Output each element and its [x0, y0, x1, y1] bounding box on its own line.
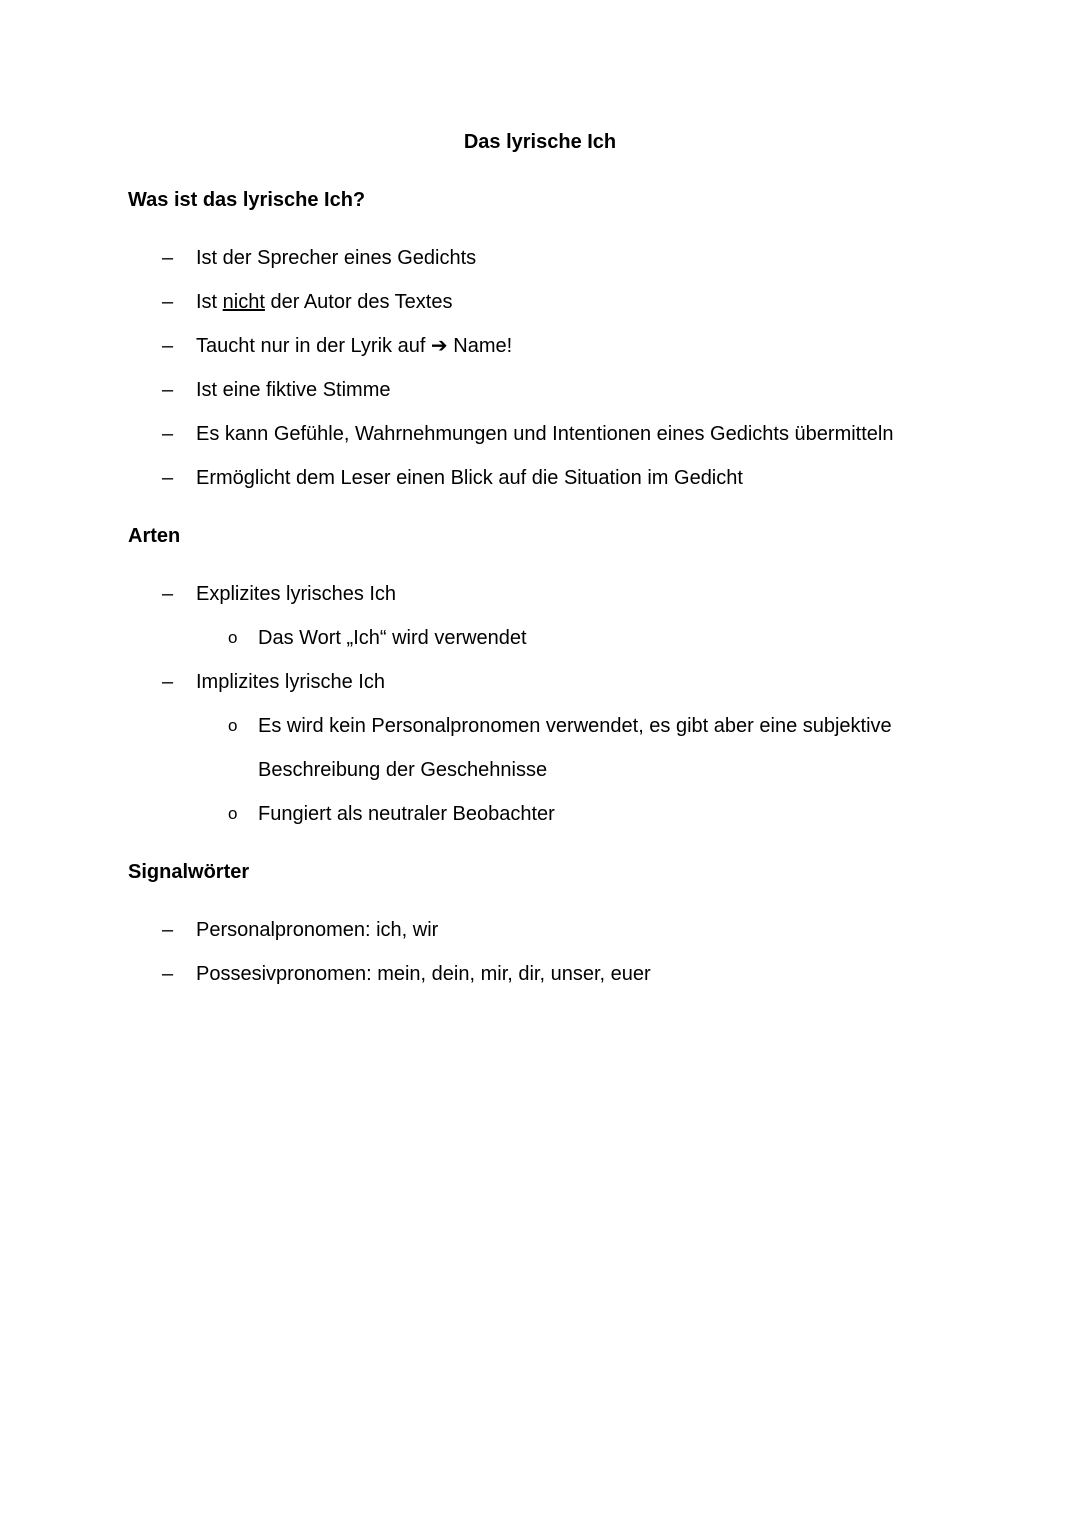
circle-bullet: o: [228, 716, 238, 735]
sub-list-item-text: Es wird kein Personalpronomen verwendet, es gibt aber eine subjektive Beschreibung der Geschehnisse: [258, 715, 892, 781]
list-item-text: Ist der Sprecher eines Gedichts: [196, 247, 477, 269]
dash-bullet: –: [162, 291, 174, 313]
list-item: [128, 368, 952, 412]
dash-bullet: –: [162, 671, 174, 693]
sub-list-item: [128, 616, 952, 660]
list-item-text: Ermöglicht dem Leser einen Blick auf die Situation im Gedicht: [196, 467, 743, 489]
dash-bullet: –: [162, 423, 174, 445]
list-item: [128, 952, 952, 996]
sub-list-item-text: Fungiert als neutraler Beobachter: [258, 803, 555, 825]
list-item: [128, 660, 952, 704]
section-heading: Arten: [128, 525, 181, 547]
list-item: [128, 324, 952, 368]
list-item: [128, 412, 952, 456]
list-item: [128, 456, 952, 500]
list-item-text: Ist eine fiktive Stimme: [196, 379, 391, 401]
list-item-text: Implizites lyrische Ich: [196, 671, 385, 693]
list-item: [128, 572, 952, 616]
list-item-text: [196, 280, 952, 324]
section-was-ist-das-lyrische-ich: [128, 178, 952, 500]
circle-bullet: o: [228, 804, 238, 823]
section-heading: Was ist das lyrische Ich?: [128, 189, 366, 211]
list-item-text: Possesivpronomen: mein, dein, mir, dir, unser, euer: [196, 963, 651, 985]
sub-list-item-text: Das Wort „Ich“ wird verwendet: [258, 627, 527, 649]
dash-bullet: –: [162, 963, 174, 985]
dash-bullet: –: [162, 467, 174, 489]
list-item-text-underlined: nicht: [222, 291, 265, 313]
document-title: Das lyrische Ich: [463, 131, 617, 153]
section-heading: Signalwörter: [128, 861, 250, 883]
list-item-text-post: der Autor des Textes: [264, 291, 453, 313]
list-item-text: Explizites lyrisches Ich: [196, 583, 397, 605]
section-signalwoerter: [128, 850, 952, 996]
section-arten: [128, 514, 952, 836]
list-item-text: Taucht nur in der Lyrik auf ➔ Name!: [196, 335, 513, 357]
dash-bullet: –: [162, 583, 174, 605]
list-item-text: Es kann Gefühle, Wahrnehmungen und Intentionen eines Gedichts übermitteln: [196, 423, 894, 445]
dash-bullet: –: [162, 919, 174, 941]
list-item-text-pre: Ist: [196, 291, 223, 313]
circle-bullet: o: [228, 628, 238, 647]
sub-list-item: [128, 792, 952, 836]
dash-bullet: –: [162, 335, 174, 357]
list-item: [128, 236, 952, 280]
list-item: [128, 908, 952, 952]
dash-bullet: –: [162, 247, 174, 269]
dash-bullet: –: [162, 379, 174, 401]
list-item-text: Personalpronomen: ich, wir: [196, 919, 439, 941]
sub-list-item: [128, 704, 952, 792]
list-item: [128, 280, 952, 324]
